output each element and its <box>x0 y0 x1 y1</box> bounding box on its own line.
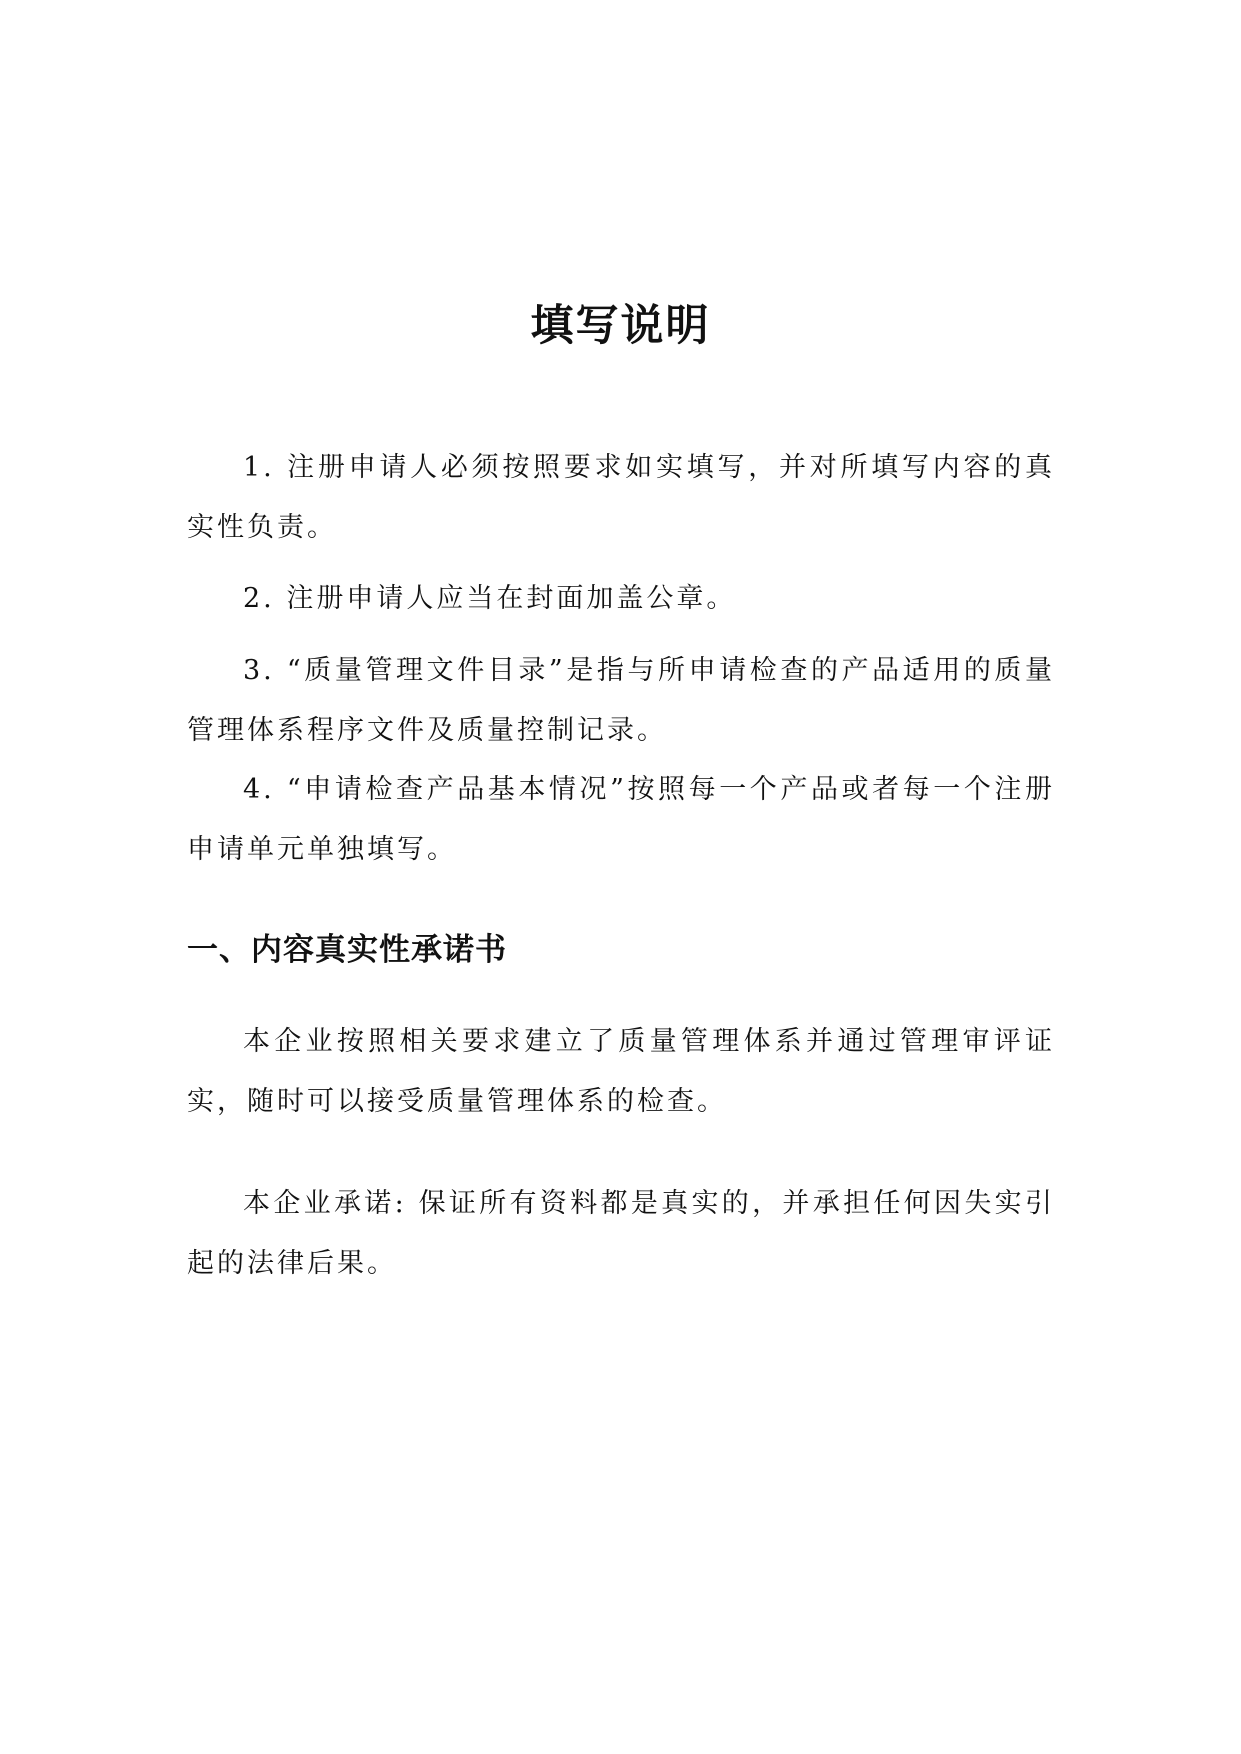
instruction-item-4: 4. “申请检查产品基本情况”按照每一个产品或者每一个注册申请单元单独填写。 <box>187 774 1055 865</box>
instruction-item-2: 2. 注册申请人应当在封面加盖公章。 <box>243 583 737 614</box>
instruction-item-3: 3. “质量管理文件目录”是指与所申请检查的产品适用的质量管理体系程序文件及质量控制记录。 <box>187 655 1055 746</box>
section-heading: 一、内容真实性承诺书 <box>187 932 507 968</box>
page-title: 填写说明 <box>530 301 711 351</box>
commitment-paragraph-1: 本企业按照相关要求建立了质量管理体系并通过管理审评证实，随时可以接受质量管理体系的检查。 <box>187 1026 1055 1117</box>
commitment-paragraph-2: 本企业承诺: 保证所有资料都是真实的，并承担任何因失实引起的法律后果。 <box>187 1188 1055 1279</box>
instruction-item-1: 1. 注册申请人必须按照要求如实填写，并对所填写内容的真实性负责。 <box>187 452 1055 543</box>
